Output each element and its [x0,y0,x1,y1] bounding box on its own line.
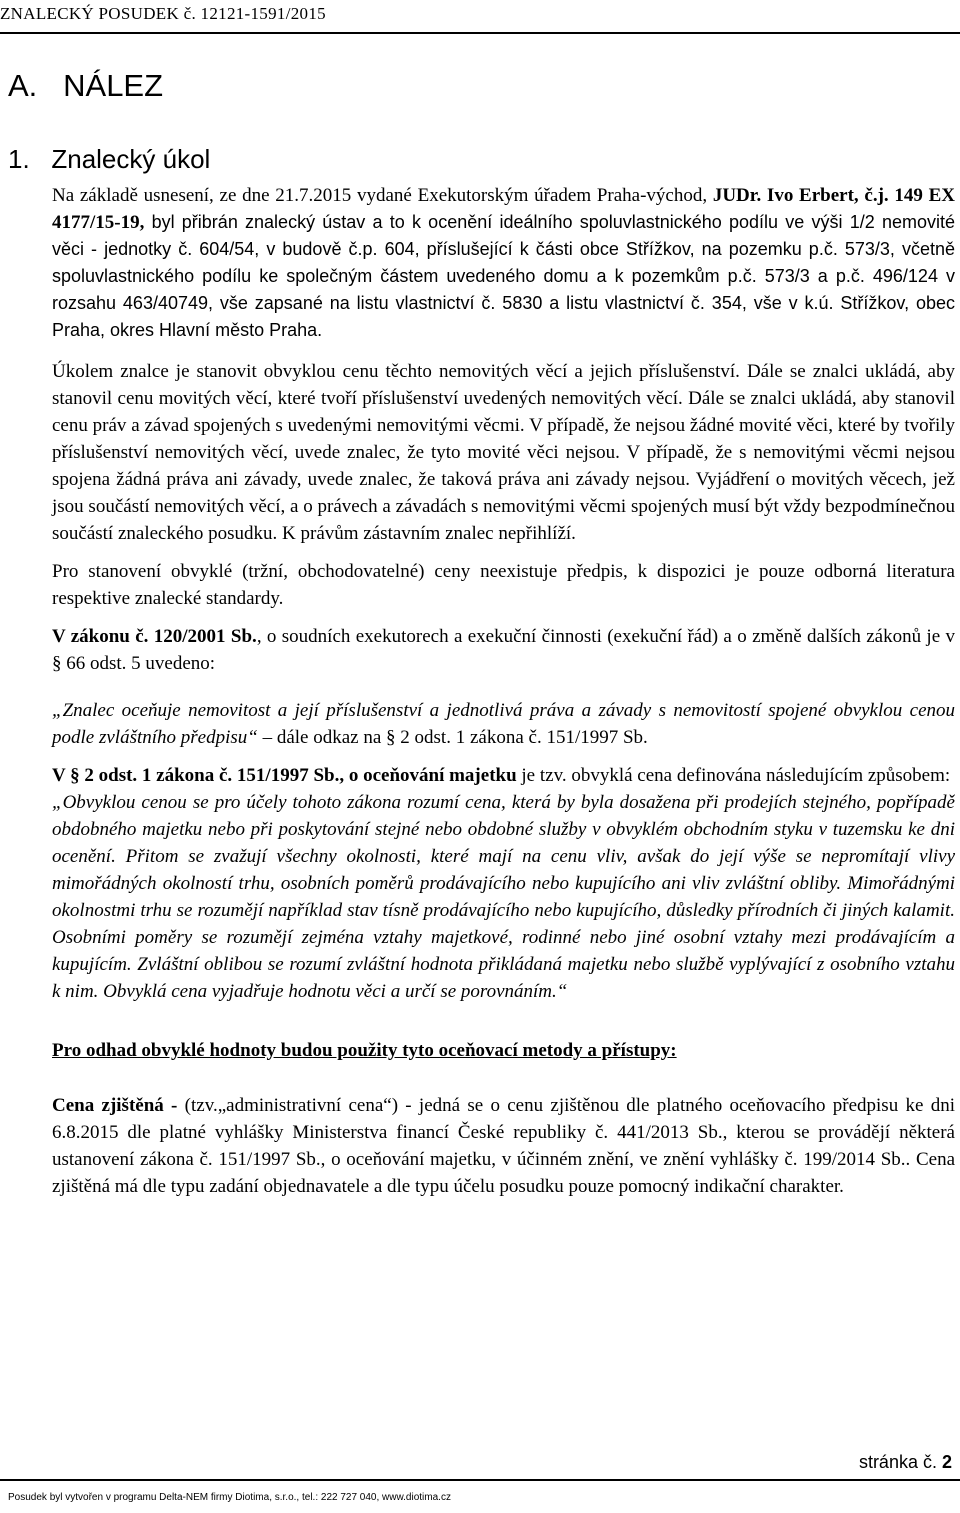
task-intro: Na základě usnesení, ze dne 21.7.2015 vydané Exekutorským úřadem Praha-východ, [52,185,713,206]
page-number-value: 2 [941,1452,952,1472]
paragraph-assignment: Úkolem znalce je stanovit obvyklou cenu těchto nemovitých věcí a jejich příslušenství. Dále se znalci ukládá, aby stanovil cenu movitých věcí, které tvoří příslušenství uvedených nemovitých věcí. Dále se znalci ukládá, aby stanovil cenu práv a závad spojených s uvedenými nemovitými věcmi. V případě, že nejsou žádné movité věci, které by tvořily příslušenství nemovitých věcí, uvede znalec, že tyto movité věci nejsou. V případě, že s nemovitými věcmi nejsou spojena žádná práva ani závady, uvede znalec, že taková práva ani závady nejsou. Vyjádření o movitých věcech, jež jsou součástí nemovitých věcí, a o právech a závadách s nemovitými věcmi spojených musí být vždy bezpodmínečnou součástí znaleckého posudku. K právům zástavním znalec nepřihlíží. [52,361,955,544]
paragraph-price-basis: Pro stanovení obvyklé (tržní, obchodovatelné) ceny neexistuje předpis, k dispozici je pouze odborná literatura respektive znalecké standardy. [52,561,955,609]
section-heading: A. NÁLEZ [8,68,164,103]
definition-text: je tzv. obvyklá cena definována následujícím způsobem: [516,765,951,786]
task-court-reference: JUDr. Ivo Erbert, č.j. 149 EX 4177/15-19, [52,185,955,233]
law-reference: V zákonu č. 120/2001 Sb. [52,626,257,647]
paragraph-definition [52,762,955,789]
paragraph-law [52,623,955,677]
methods-heading: Pro odhad obvyklé hodnoty budou použity tyto oceňovací metody a přístupy: [52,1040,677,1061]
page-number [859,1452,952,1473]
subsection-heading: 1. Znalecký úkol [8,144,211,174]
method-price-text: (tzv.„administrativní cena“) - jedná se o cenu zjištěnou dle platného oceňovacího předpisu ke dni 6.8.2015 dle platné vyhlášky Ministerstva financí České republiky č. 441/2013 Sb., kterou se provádějí některá ustanovení zákona č. 151/1997 Sb., o oceňování majetku, v účinném znění, ve znění vyhlášky č. 199/2014 Sb.. Cena zjištěná má dle typu zadání objednavatele a dle typu účelu posudku pouze pomocný indikační charakter. [52,1095,955,1197]
document-body [52,182,955,1200]
paragraph-task [52,182,955,344]
page-header [0,4,960,36]
paragraph-quote-1 [52,697,955,751]
law-description: , o soudních exekutorech a exekuční činnosti (exekuční řád) a o změně dalších zákonů je v § 66 odst. 5 uvedeno: [52,626,955,674]
header-rule [0,32,960,34]
quote-1-reference: – dále odkaz na § 2 odst. 1 zákona č. 151/1997 Sb. [257,727,648,748]
task-property-description: byl přibrán znalecký ústav a to k ocenění ideálního spoluvlastnického podílu ve výši 1/2 nemovité věci - jednotky č. 604/54, v budově č.p. 604, příslušející k části obce Střížkov, na pozemku p.č. 573/3, včetně spoluvlastnického podílu ke společným částem uvedeného domu a k pozemkům p.č. 573/3 a p.č. 496/124 v rozsahu 463/40749, vše zapsané na listu vlastnictví č. 5830 a listu vlastnictví č. 354, vše v k.ú. Střížkov, obec Praha, okres Hlavní město Praha. [52,212,955,340]
method-price-title: Cena zjištěná - [52,1095,178,1116]
footer-rule [0,1479,960,1481]
footer-text: Posudek byl vytvořen v programu Delta-NEM firmy Diotima, s.r.o., tel.: 222 727 040, www.diotima.cz [8,1492,451,1503]
quote-1-text: „Znalec oceňuje nemovitost a její příslušenství a jednotlivá práva a závady s nemovitostí spojené obvyklou cenou podle zvláštního předpisu“ [52,700,955,748]
definition-reference: V § 2 odst. 1 zákona č. 151/1997 Sb., o oceňování majetku [52,765,517,786]
paragraph-method-price [52,1092,955,1200]
page-number-label: stránka č. [858,1452,937,1472]
paragraph-quote-2: „Obvyklou cenou se pro účely tohoto zákona rozumí cena, která by byla dosažena při prodejích stejného, popřípadě obdobného majetku nebo při poskytování stejné nebo obdobné služby v obvyklém obchodním styku v tuzemsku ke dni ocenění. Přitom se zvažují všechny okolnosti, které mají na cenu vliv, avšak do její výše se nepromítají vlivy mimořádných okolností trhu, osobních poměrů prodávajícího nebo kupujícího ani vliv zvláštní obliby. Mimořádnými okolnostmi trhu se rozumějí například stav tísně prodávajícího nebo kupujícího, důsledky přírodních či jiných kalamit. Osobními poměry se rozumějí zejména vztahy majetkové, rodinné nebo jiné osobní vztahy mezi prodávajícím a kupujícím. Zvláštní oblibou se rozumí zvláštní hodnota přikládaná majetku nebo službě vyplývající z osobního vztahu k nim. Obvyklá cena vyjadřuje hodnotu věci a určí se porovnáním.“ [52,792,955,1002]
header-title: ZNALECKÝ POSUDEK č. 12121-1591/2015 [0,4,326,23]
